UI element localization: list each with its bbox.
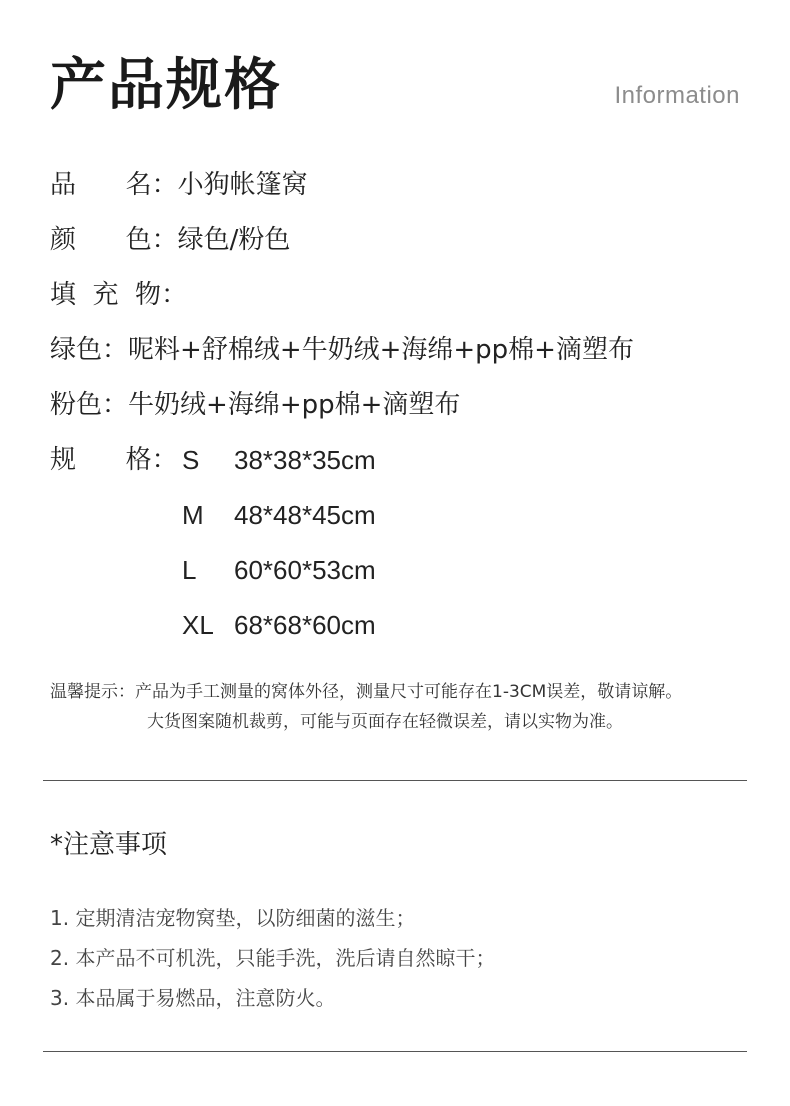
- spec-green-value: 呢料+舒棉绒+牛奶绒+海绵+pp棉+滴塑布: [128, 335, 634, 365]
- note-item: 3. 本品属于易燃品，注意防火。: [50, 986, 336, 1010]
- spec-name-row: [50, 172, 308, 198]
- spec-green-label: 绿色: [50, 335, 103, 365]
- spec-color-value: 绿色/粉色: [177, 225, 291, 255]
- note-item: 2. 本产品不可机洗，只能手洗，洗后请自然晾干；: [50, 946, 496, 970]
- divider-bottom: [43, 1051, 747, 1052]
- size-row-xl: [182, 612, 376, 638]
- spec-pink-sep: ：: [102, 390, 129, 420]
- spec-color-row: [50, 227, 290, 253]
- size-row-m: [182, 502, 376, 528]
- page-subtitle: Information: [614, 82, 740, 109]
- spec-size-row: [50, 447, 178, 473]
- size-dims: 68*68*60cm: [234, 610, 376, 640]
- spec-size-label: 规 格: [50, 445, 152, 475]
- size-dims: 60*60*53cm: [234, 555, 376, 585]
- spec-pink-row: [50, 392, 460, 418]
- tip-line-2: 大货图案随机裁剪，可能与页面存在轻微误差，请以实物为准。: [147, 712, 623, 732]
- spec-name-label: 品 名: [50, 170, 152, 200]
- size-row-l: [182, 557, 376, 583]
- spec-filling-label: 填 充 物: [50, 280, 162, 310]
- size-label: XL: [182, 610, 214, 640]
- notes-title: *注意事项: [50, 830, 168, 860]
- spec-filling-row: [50, 282, 187, 308]
- spec-pink-value: 牛奶绒+海绵+pp棉+滴塑布: [128, 390, 461, 420]
- spec-pink-label: 粉色: [50, 390, 103, 420]
- spec-name-sep: ：: [151, 170, 178, 200]
- spec-name-value: 小狗帐篷窝: [177, 170, 308, 200]
- page-title: 产品规格: [50, 53, 282, 118]
- spec-size-sep: ：: [151, 445, 178, 475]
- size-label: S: [182, 445, 200, 475]
- spec-color-sep: ：: [151, 225, 178, 255]
- size-dims: 38*38*35cm: [234, 445, 376, 475]
- size-label: L: [182, 555, 197, 585]
- size-row-s: [182, 447, 376, 473]
- spec-color-label: 颜 色: [50, 225, 152, 255]
- size-label: M: [182, 500, 204, 530]
- tip-line-1: 温馨提示：产品为手工测量的窝体外径，测量尺寸可能存在1-3CM误差，敬请谅解。: [50, 682, 683, 702]
- divider-top: [43, 780, 747, 781]
- spec-filling-sep: ：: [161, 280, 188, 310]
- spec-green-row: [50, 337, 634, 363]
- size-dims: 48*48*45cm: [234, 500, 376, 530]
- spec-green-sep: ：: [102, 335, 129, 365]
- note-item: 1. 定期清洁宠物窝垫，以防细菌的滋生；: [50, 906, 416, 930]
